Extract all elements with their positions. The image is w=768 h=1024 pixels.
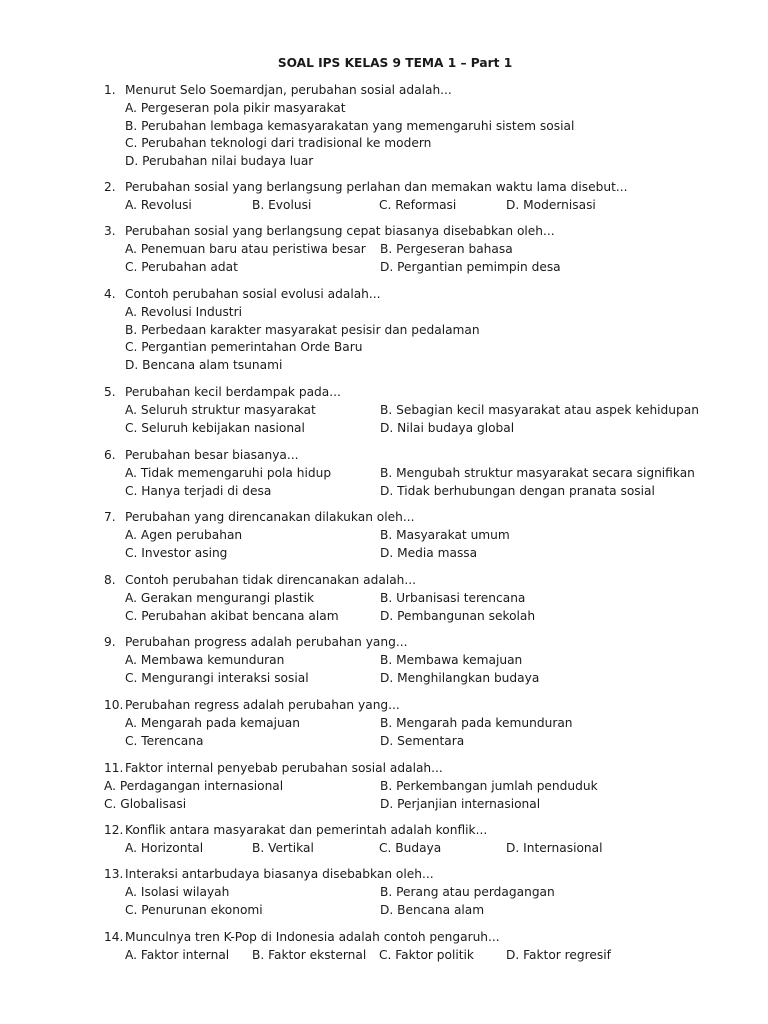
option-b: B. Mengarah pada kemunduran [380,715,573,730]
options [125,465,764,501]
options [125,100,764,171]
option-b: B. Membawa kemajuan [380,652,523,667]
option-c: C. Globalisasi [104,796,187,811]
option-c: C. Perubahan adat [125,259,238,274]
option-c: C. Perubahan teknologi dari tradisional ke modern [125,136,432,151]
question-text: 13. Interaksi antarbudaya biasanya disebabkan oleh... [104,867,434,881]
option-b: B. Sebagian kecil masyarakat atau aspek kehidupan [380,402,699,417]
question-14 [104,929,764,965]
question-text: 5. Perubahan kecil berdampak pada... [104,385,341,399]
options [125,241,764,277]
question-7 [104,509,764,562]
option-a: A. Horizontal [125,840,204,855]
option-c: C. Hanya terjadi di desa [125,483,272,498]
question-text: 6. Perubahan besar biasanya... [104,448,299,462]
question-text: 12. Konflik antara masyarakat dan pemerintah adalah konflik... [104,823,488,837]
option-b: B. Masyarakat umum [380,527,510,542]
option-d: D. Menghilangkan budaya [380,670,540,685]
question-text: 4. Contoh perubahan sosial evolusi adalah... [104,287,381,301]
option-c: C. Perubahan akibat bencana alam [125,608,339,623]
question-text: 1. Menurut Selo Soemardjan, perubahan sosial adalah... [104,83,452,97]
question-9 [104,634,764,687]
option-d: D. Media massa [380,545,478,560]
option-a: A. Mengarah pada kemajuan [125,715,300,730]
option-c: C. Investor asing [125,545,228,560]
option-c: C. Faktor politik [379,947,474,962]
option-d: D. Perubahan nilai budaya luar [125,154,314,169]
option-a: A. Isolasi wilayah [125,884,230,899]
option-c: C. Terencana [125,733,204,748]
question-text: 3. Perubahan sosial yang berlangsung cepat biasanya disebabkan oleh... [104,224,555,238]
option-d: D. Tidak berhubungan dengan pranata sosial [380,483,655,498]
question-8 [104,572,764,625]
question-11 [104,760,764,813]
options [125,402,764,438]
option-a: A. Agen perubahan [125,527,243,542]
option-d: D. Modernisasi [506,197,596,212]
options [125,652,764,688]
option-a: A. Membawa kemunduran [125,652,285,667]
option-b: B. Mengubah struktur masyarakat secara signifikan [380,465,695,480]
question-1 [104,82,764,171]
options [125,527,764,563]
option-d: D. Pergantian pemimpin desa [380,259,561,274]
options [125,197,764,215]
question-text: 2. Perubahan sosial yang berlangsung perlahan dan memakan waktu lama disebut... [104,180,628,194]
options [125,884,764,920]
option-b: B. Evolusi [252,197,312,212]
question-3 [104,223,764,276]
option-a: A. Gerakan mengurangi plastik [125,590,315,605]
option-a: A. Revolusi Industri [125,304,242,319]
question-13 [104,866,764,919]
question-text: 11. Faktor internal penyebab perubahan sosial adalah... [104,761,443,775]
option-b: B. Perang atau perdagangan [380,884,555,899]
option-a: A. Faktor internal [125,947,230,962]
question-text: 7. Perubahan yang direncanakan dilakukan oleh... [104,510,415,524]
option-b: B. Urbanisasi terencana [380,590,526,605]
page-title: SOAL IPS KELAS 9 TEMA 1 – Part 1 [277,56,513,70]
option-c: C. Pergantian pemerintahan Orde Baru [125,340,363,355]
option-d: D. Sementara [380,733,465,748]
question-2 [104,179,764,215]
question-6 [104,447,764,500]
option-b: B. Perbedaan karakter masyarakat pesisir dan pedalaman [125,322,480,337]
option-a: A. Revolusi [125,197,192,212]
option-a: A. Seluruh struktur masyarakat [125,402,316,417]
question-12 [104,822,764,858]
option-d: D. Bencana alam [380,902,485,917]
option-a: A. Perdagangan internasional [104,778,284,793]
options [104,778,764,814]
option-d: D. Internasional [506,840,603,855]
option-d: D. Pembangunan sekolah [380,608,536,623]
question-10 [104,697,764,750]
question-4 [104,286,764,375]
question-text: 14. Munculnya tren K-Pop di Indonesia adalah contoh pengaruh... [104,930,500,944]
question-text: 8. Contoh perubahan tidak direncanakan adalah... [104,573,417,587]
option-d: D. Nilai budaya global [380,420,515,435]
question-text: 10. Perubahan regress adalah perubahan yang... [104,698,400,712]
option-d: D. Perjanjian internasional [380,796,541,811]
option-c: C. Mengurangi interaksi sosial [125,670,309,685]
option-c: C. Reformasi [379,197,457,212]
option-c: C. Penurunan ekonomi [125,902,263,917]
option-c: C. Budaya [379,840,442,855]
option-c: C. Seluruh kebijakan nasional [125,420,305,435]
options [125,947,764,965]
options [125,840,764,858]
option-a: A. Penemuan baru atau peristiwa besar [125,241,366,256]
options [125,590,764,626]
question-text: 9. Perubahan progress adalah perubahan yang... [104,635,408,649]
options [125,304,764,375]
question-5 [104,384,764,437]
option-a: A. Tidak memengaruhi pola hidup [125,465,332,480]
option-d: D. Faktor regresif [506,947,611,962]
option-a: A. Pergeseran pola pikir masyarakat [125,100,346,115]
option-d: D. Bencana alam tsunami [125,358,283,373]
options [125,715,764,751]
option-b: B. Vertikal [252,840,314,855]
option-b: B. Perubahan lembaga kemasyarakatan yang memengaruhi sistem sosial [125,118,575,133]
option-b: B. Perkembangan jumlah penduduk [380,778,598,793]
option-b: B. Faktor eksternal [252,947,367,962]
option-b: B. Pergeseran bahasa [380,241,513,256]
